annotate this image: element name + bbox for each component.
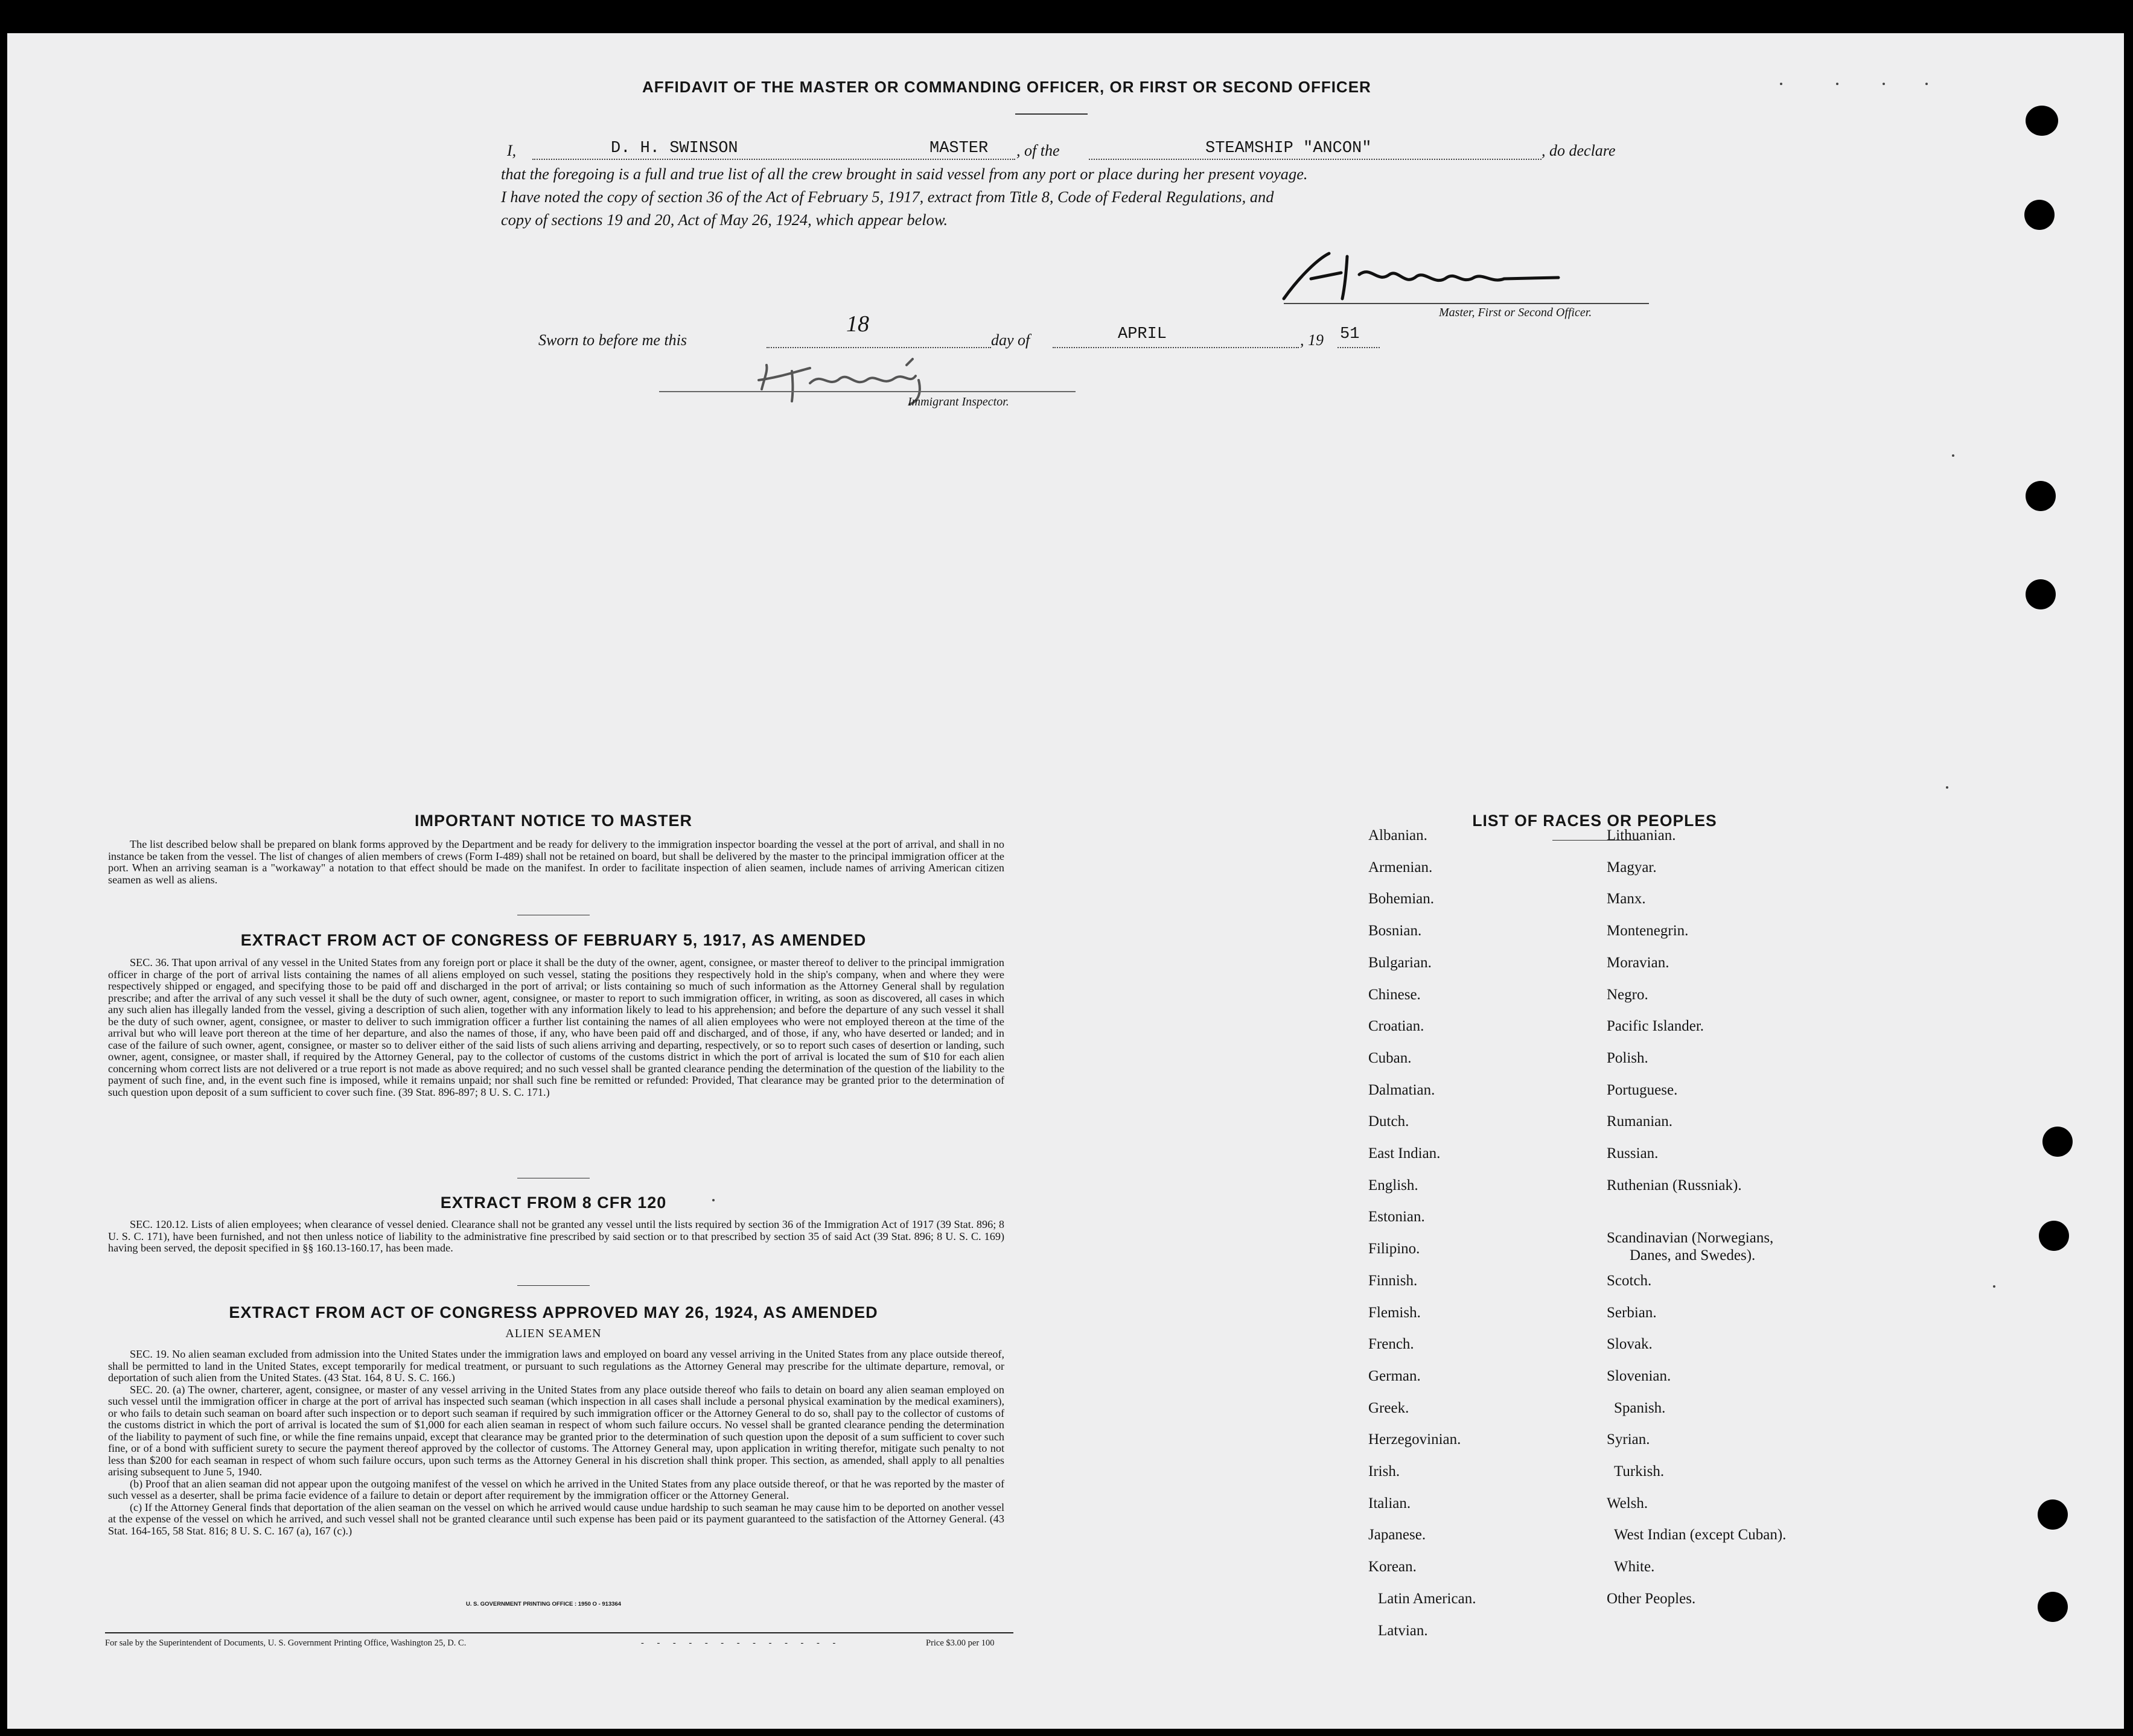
race-item: Latvian. [1378,1622,1428,1639]
race-item: Magyar. [1607,859,1657,876]
of-the-label: , of the [1016,142,1060,159]
dot-mark [1780,83,1782,85]
race-item: French. [1368,1336,1414,1353]
race-item: Armenian. [1368,859,1433,876]
sec-36-text: SEC. 36. That upon arrival of any vessel in the United States from any foreign port or place it shall be the duty of the owner, agent, consignee, or master thereof to deliver to the principal immigration officer in charge of the port of arrival lists containing the names of all aliens employed on such vessel, stating the positions they respectively hold in the ship's company, when and where they were respectively shipped or engaged, and specifying those to be paid off and discharged in the port of arrival; or lists containing so much of such information as the Attorney General shall by regulation prescribe; and after the arrival of any such vessel it shall be the duty of such owner, agent, consignee, or master to report to such immigration officer, in writing, as soon as discovered, all cases in which any such alien has illegally landed from the vessel, giving a description of such alien, together with any information likely to lead to his apprehension; and before the departure of any such vessel it shall be the duty of such owner, agent, consignee, or master to deliver to such immigration officer a further list containing the names of all alien employees who were not employed thereon at the time of the arrival but who will leave port thereon at the time of her departure, and also the names of those, if any, who have been paid off and discharged, and of those, if any, who have deserted or landed; and in case of the failure of such owner, agent, consignee, or master so to deliver either of the said lists of such aliens arriving and departing, respectively, or so to report such cases of desertion or landing, such owner, agent, consignee, or master shall, if required by the Attorney General, pay to the collector of customs of the customs district in which the port of arrival is located the sum of $10 for each alien concerning whom correct lists are not delivered or a true report is not made as above required; and no such vessel shall be granted clearance pending the determination of the question of the liability to the payment of such fine, and, in the event such fine is imposed, while it remains unpaid; nor shall such fine be remitted or refunded: Provided, That clearance may be granted prior to the determination of such question upon deposit of a sum sufficient to cover such fine. (39 Stat. 896-897; 8 U. S. C. 171.) [108,956,1004,1098]
race-item: Negro. [1607,986,1648,1003]
extract-1924-body [108,1349,1004,1537]
dot-mark [1946,786,1948,789]
race-item: Greek. [1368,1399,1409,1416]
extract-cfr-body [108,1219,1004,1254]
dot-mark [1925,83,1928,85]
month-line [1053,347,1299,348]
dot-mark [1836,83,1838,85]
race-item: Cuban. [1368,1049,1412,1066]
binder-hole-8 [2038,1592,2068,1622]
vessel-line [1089,159,1542,160]
sworn-month: APRIL [1118,325,1167,343]
master-signature [1275,241,1589,308]
notice-body [108,839,1004,886]
race-item: Dutch. [1368,1113,1409,1130]
race-item: Estonian. [1368,1209,1425,1226]
race-item: Rumanian. [1607,1113,1673,1130]
extract-cfr-rule [517,1285,590,1286]
dot-mark [1883,83,1885,85]
master-signature-line [1284,303,1649,304]
sec-20c-text: (c) If the Attorney General finds that deportation of the alien seaman on the vessel on which he arrived would cause undue hardship to such seaman he may cause him to be deported on another vessel at the expense of the vessel on which he arrived, and such vessel shall not be granted clearance until such expense has been paid or its payment guaranteed to the satisfaction of the Attorney General. (43 Stat. 164-165, 58 Stat. 816; 8 U. S. C. 167 (a), 167 (c).) [108,1501,1004,1537]
binder-hole-5 [2042,1127,2073,1157]
name-line [532,159,1015,160]
printing-office-imprint: U. S. GOVERNMENT PRINTING OFFICE : 1950 O - 913364 [466,1601,622,1607]
race-item: Manx. [1607,891,1646,908]
sworn-day-value: 18 [846,311,869,337]
vessel-name: STEAMSHIP "ANCON" [1205,139,1372,157]
race-item: Flemish. [1368,1304,1421,1321]
race-item: Welsh. [1607,1495,1648,1512]
declaration-i: I, [507,142,517,159]
race-item: Pacific Islander. [1607,1018,1704,1035]
inspector-caption: Immigrant Inspector. [908,395,1009,409]
race-item: Moravian. [1607,954,1669,971]
master-signature-caption: Master, First or Second Officer. [1439,306,1592,319]
race-item: Spanish. [1614,1399,1666,1416]
binder-hole-1 [2026,106,2058,136]
dot-mark [1993,1285,1995,1288]
race-item: Italian. [1368,1495,1411,1512]
dot-mark [712,1199,715,1201]
race-item: Slovak. [1607,1336,1653,1353]
binder-hole-2 [2024,200,2055,230]
form-page [7,33,2124,1729]
master-name: D. H. SWINSON [611,139,738,157]
extract-1917-body [108,957,1004,1098]
race-item: English. [1368,1177,1418,1194]
race-item: Montenegrin. [1607,923,1689,940]
race-item: Syrian. [1607,1431,1650,1448]
dot-mark [1952,454,1954,457]
race-item: Scandinavian (Norwegians, [1607,1230,1774,1247]
race-item: Korean. [1368,1559,1417,1575]
race-item: Bulgarian. [1368,954,1432,971]
race-item: Chinese. [1368,986,1421,1003]
declaration-line-3: I have noted the copy of section 36 of the Act of February 5, 1917, extract from Title 8, Code of Federal Regulations, and [501,188,1274,206]
footer-price: Price $3.00 per 100 [926,1638,995,1648]
footer-dots: - - - - - - - - - - - - - [641,1638,841,1648]
race-item: Croatian. [1368,1018,1424,1035]
year-suffix: 51 [1340,325,1360,343]
race-item: Bohemian. [1368,891,1435,908]
race-item: Herzegovinian. [1368,1431,1461,1448]
affidavit-title: AFFIDAVIT OF THE MASTER OR COMMANDING OFFICER, OR FIRST OR SECOND OFFICER [642,78,1371,96]
race-item: German. [1368,1367,1421,1384]
notice-title: IMPORTANT NOTICE TO MASTER [415,812,692,830]
race-item: Filipino. [1368,1241,1420,1257]
race-item: Ruthenian (Russniak). [1607,1177,1742,1194]
race-item: Bosnian. [1368,923,1422,940]
year-prefix: , 19 [1300,331,1324,349]
race-item: Latin American. [1378,1590,1476,1607]
extract-1917-title: EXTRACT FROM ACT OF CONGRESS OF FEBRUARY 5, 1917, AS AMENDED [240,931,867,949]
races-title: LIST OF RACES OR PEOPLES [1472,812,1717,830]
race-item: Lithuanian. [1607,827,1676,844]
inspector-signature-line [659,391,1076,392]
footer-rule [105,1632,1013,1633]
sec-120-text: SEC. 120.12. Lists of alien employees; when clearance of vessel denied. Clearance shall not be granted any vessel until the lists required by section 36 of the Immigration Act of 1917 (39 Stat. 896; 8 U. S. C. 171), have been furnished, and not then unless notice of liability to the administrative fine prescribed by said section or to that prescribed by section 35 of said Act (39 Stat. 896; 8 U. S. C. 169) having been served, the deposit specified in §§ 160.13-160.17, has been made. [108,1218,1004,1254]
binder-hole-4 [2026,579,2056,609]
race-item: Finnish. [1368,1272,1418,1289]
race-item: Albanian. [1368,827,1427,844]
race-item: Dalmatian. [1368,1081,1435,1098]
sworn-label: Sworn to before me this [538,331,687,349]
race-item: East Indian. [1368,1145,1441,1162]
binder-hole-7 [2038,1499,2068,1530]
notice-body-text: The list described below shall be prepared on blank forms approved by the Department and be ready for delivery to the immigration inspector boarding the vessel at the port of arrival, and shall in no instance be taken from the vessel. The list of changes of alien members of crews (Form I-489) shall not be retained on board, but shall be delivered by the master to the principal immigration officer at the port. When an arriving seaman is a "workaway" a notation to that effect should be made on the manifest. In order to facilitate inspection of alien seamen, include names of arriving American citizen seamen as well as aliens. [108,838,1004,886]
binder-hole-3 [2026,481,2056,511]
race-item: Polish. [1607,1049,1648,1066]
declaration-line-4: copy of sections 19 and 20, Act of May 26, 1924, which appear below. [501,211,948,229]
affidavit-title-rule [1015,113,1088,115]
race-item: White. [1614,1559,1655,1575]
race-item: Serbian. [1607,1304,1657,1321]
declaration-line-2: that the foregoing is a full and true list of all the crew brought in said vessel from any port or place during her present voyage. [501,165,1308,183]
race-item: Japanese. [1368,1527,1426,1544]
race-item: Other Peoples. [1607,1590,1696,1607]
binder-hole-6 [2039,1221,2069,1251]
race-item: Scotch. [1607,1272,1652,1289]
extract-1924-title: EXTRACT FROM ACT OF CONGRESS APPROVED MAY 26, 1924, AS AMENDED [229,1303,878,1321]
race-item: Danes, and Swedes). [1630,1247,1756,1264]
race-item: Irish. [1368,1463,1400,1480]
extract-cfr-title: EXTRACT FROM 8 CFR 120 [440,1194,667,1212]
footer-sale-text: For sale by the Superintendent of Documents, U. S. Government Printing Office, Washington 25, D. C. [105,1638,467,1648]
race-item: Turkish. [1614,1463,1665,1480]
race-item: West Indian (except Cuban). [1614,1527,1787,1544]
race-item: Slovenian. [1607,1367,1671,1384]
master-rank: MASTER [929,139,989,157]
sec-20b-text: (b) Proof that an alien seaman did not appear upon the outgoing manifest of the vessel on which he arrived in the United States from any place outside thereof, or that he was reported by the master of such vessel as a deserter, shall be prima facie evidence of a failure to detain or deport after requirement by the immigration officer or the Attorney General. [108,1477,1004,1501]
alien-seamen-subtitle: ALIEN SEAMEN [505,1327,602,1340]
race-item: Portuguese. [1607,1081,1678,1098]
race-item: Russian. [1607,1145,1659,1162]
year-line [1338,347,1380,348]
sec-20a-text: SEC. 20. (a) The owner, charterer, agent, consignee, or master of any vessel arriving in the United States from any place outside thereof who fails to detain on board any alien seaman employed on such vessel until the immigration officer in charge at the port of arrival has inspected such seaman (which inspection in all cases shall include a personal physical examination by the medical examiners), or who fails to detain such seaman on board after such inspection or to deport such seaman if required by such immigration officer or the Attorney General to do so, shall pay to the collector of customs of the customs district in which the port of arrival is located the sum of $1,000 for each alien seaman in respect of whom such failure occurs. No vessel shall be granted clearance pending the determination of the liability to payment of such fine, or while the fine remains unpaid, except that clearance may be granted prior to the determination of such question upon the deposit of a sum sufficient to cover such fine, or of a bond with sufficient surety to secure the payment thereof approved by the collector of customs. The Attorney General may, upon application in writing therefor, mitigate such penalty to not less than $200 for each seaman in respect of whom such failure occurs, upon such terms as the Attorney General in his discretion shall think proper. This section, as amended, shall apply to all penalties arising subsequent to June 5, 1940. [108,1383,1004,1478]
sec-19-text: SEC. 19. No alien seaman excluded from admission into the United States under the immigration laws and employed on board any vessel arriving in the United States from any place outside thereof, shall be permitted to land in the United States, except temporarily for medical treatment, or pursuant to such regulations as the Attorney General may prescribe for the ultimate departure, removal, or deportation of such alien from the United States. (43 Stat. 164, 8 U. S. C. 166.) [108,1348,1004,1384]
do-declare-label: , do declare [1542,142,1616,159]
day-of-label: day of [991,331,1030,349]
